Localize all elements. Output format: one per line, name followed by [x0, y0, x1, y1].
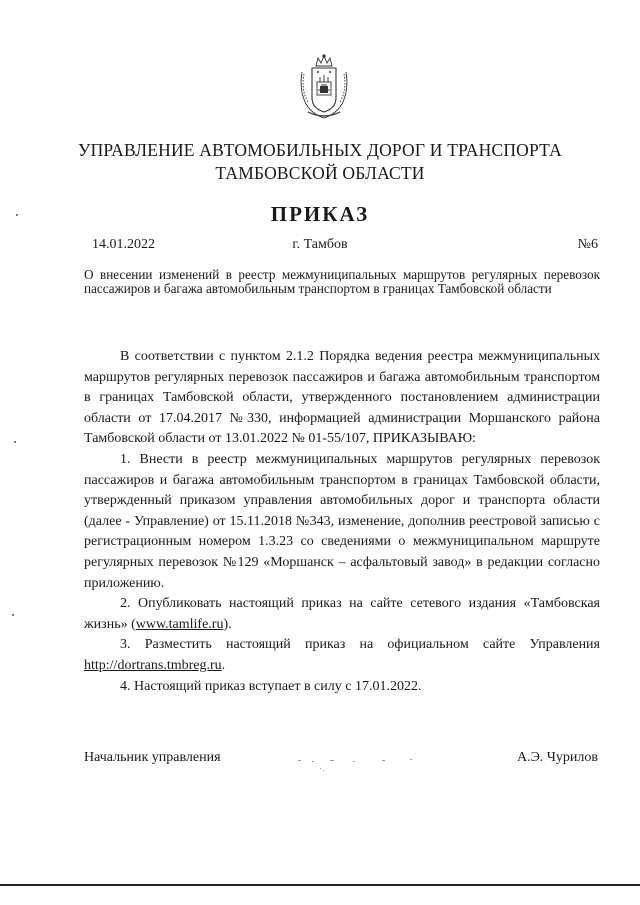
order-item-3-end: .: [221, 657, 226, 673]
organization-line-1: УПРАВЛЕНИЕ АВТОМОБИЛЬНЫХ ДОРОГ И ТРАНСПОРТА: [77, 140, 563, 160]
scan-edge-line: [0, 884, 640, 886]
order-item-3: [84, 635, 600, 676]
scan-speck: [16, 214, 18, 216]
signatory-role: Начальник управления: [84, 750, 221, 765]
coat-of-arms-emblem: [298, 52, 350, 120]
document-number: №6: [577, 237, 598, 252]
order-item-2-text: 2. Опубликовать настоящий приказ на сайте сетевого издания «Тамбовская жизнь» (: [84, 596, 600, 632]
order-item-2: [84, 594, 600, 635]
scan-speck: [12, 614, 14, 616]
preamble-paragraph: В соответствии с пунктом 2.1.2 Порядка ведения реестра межмуниципальных маршрутов регулярных перевозок пассажиров и багажа автомобильным транспортом в границах Тамбовской области, утвержденного постановлением администрации области от 17.04.2017 №330, информацией администрации Моршанского района Тамбовской области от 13.01.2022 № 01-55/107, ПРИКАЗЫВАЮ:: [84, 349, 600, 447]
organization-header: [40, 139, 600, 185]
document-title: ПРИКАЗ: [270, 202, 370, 226]
signatory-name: А.Э. Чурилов: [516, 750, 598, 765]
tamlife-link[interactable]: www.tamlife.ru: [135, 616, 224, 632]
order-item-4: 4. Настоящий приказ вступает в силу с 17.01.2022.: [120, 678, 422, 694]
scan-speck: [14, 441, 16, 443]
document-body: [84, 347, 600, 697]
organization-line-2: ТАМБОВСКОЙ ОБЛАСТИ: [215, 163, 425, 183]
order-item-1: 1. Внести в реестр межмуниципальных маршрутов регулярных перевозок пассажиров и багажа автомобильным транспортом в границах Тамбовской области, утвержденный приказом управления автомобильных дорог и транспорта области (далее - Управление) от 15.11.2018 №343, изменение, дополнив реестровой записью с регистрационным номером 1.3.23 со сведениями о межмуниципальном маршруте регулярных перевозок №129 «Моршанск – асфальтовый завод» в редакции согласно приложению.: [84, 451, 600, 591]
order-item-3-text: 3. Разместить настоящий приказ на официальном сайте Управления: [120, 637, 600, 653]
order-item-2-end: ).: [223, 616, 232, 632]
document-date: 14.01.2022: [92, 237, 155, 252]
document-subject: О внесении изменений в реестр межмуниципальных маршрутов регулярных перевозок пассажиров и багажа автомобильным транспортом в границах Тамбовской области: [84, 267, 600, 296]
document-city: г. Тамбов: [292, 237, 348, 252]
dortrans-link[interactable]: http://dortrans.tmbreg.ru: [84, 657, 222, 673]
signature-marks: [290, 752, 420, 774]
